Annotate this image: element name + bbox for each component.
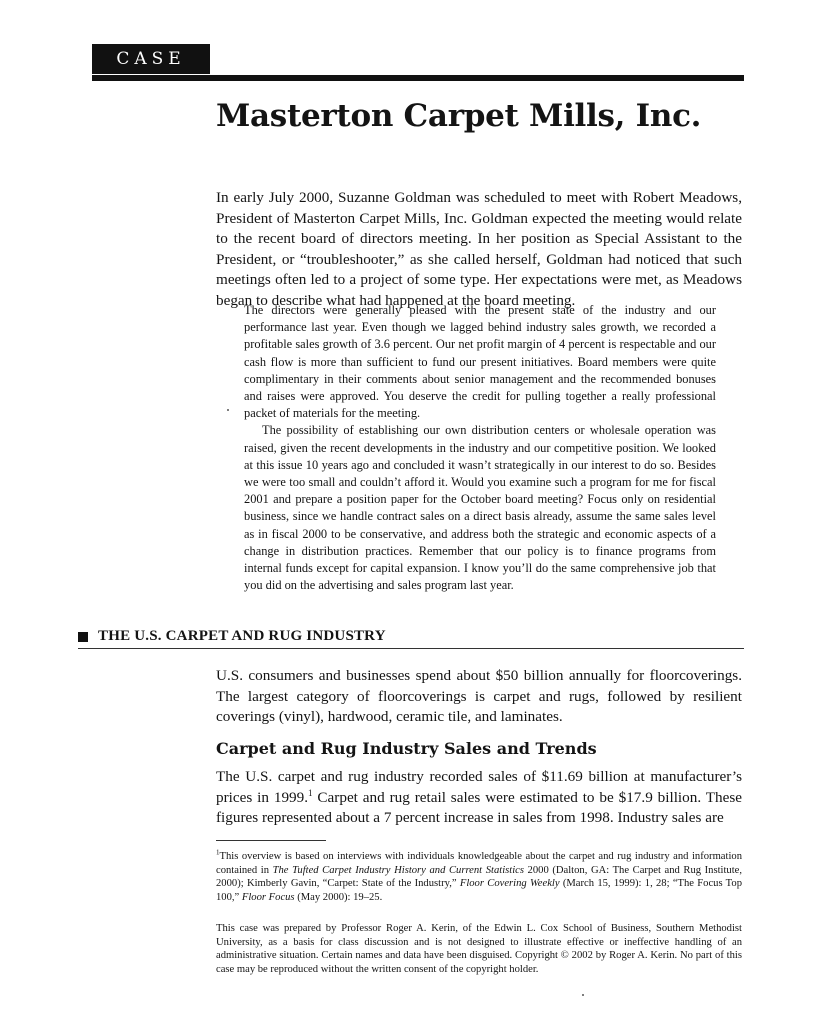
scan-speck xyxy=(582,994,584,996)
footnote-text-c: (March 15, 1999): 1, 28; “The Focus Top 100,” xyxy=(216,878,742,903)
copyright-note: This case was prepared by Professor Roger A. Kerin, of the Edwin L. Cox School of Business, Southern Methodist University, as a basis for class discussion and is not designed to illustrate effective or ineffective handling of an administrative situation. Certain names and data have been disguised. Copyright © 2002 by Roger A. Kerin. No part of this case may be reproduced without the written consent of the copyright holder. xyxy=(216,923,742,975)
subsection-heading: Carpet and Rug Industry Sales and Trends xyxy=(216,739,597,758)
section-heading-text: THE U.S. CARPET AND RUG INDUSTRY xyxy=(98,628,386,644)
section-heading xyxy=(78,628,744,649)
industry-paragraph: U.S. consumers and businesses spend about $50 billion annually for floorcoverings. The largest category of floorcoverings is carpet and rugs, followed by resilient coverings (vinyl), hardwood, ceramic tile, and laminates. xyxy=(216,667,742,725)
case-label: CASE xyxy=(92,44,210,74)
footnote-rule xyxy=(216,840,326,841)
footnote-reference: 1 xyxy=(308,787,313,798)
sales-paragraph xyxy=(216,767,742,829)
footnote-journal-2: Floor Focus xyxy=(241,891,295,903)
meadows-quote xyxy=(244,302,716,594)
footnote-source-title: The Tufted Carpet Industry History and Current Statistics xyxy=(272,864,524,876)
quote-paragraph-2: The possibility of establishing our own distribution centers or wholesale operation was raised, given the recent developments in the industry and our competitive position. We looked at this issue 10 years ago and concluded it wasn’t strategically in our interest to do so. Besides we were too small and couldn’t afford it. Would you examine such a program for me for fiscal 2001 and prepare a position paper for the October board meeting? Focus only on residential business, since we handle contract sales on a direct basis already, assume the same sales level as in fiscal 2000 to be conservative, and address both the strategic and economic aspects of a change in distribution practices. Remember that our policy is to finance programs from internal funds except for capital expansion. I know you’ll do the same comprehensive job that you did on the advertising and sales program last year. xyxy=(244,423,716,593)
footnote xyxy=(216,850,742,904)
section-bullet-icon xyxy=(78,632,88,642)
intro-paragraph: In early July 2000, Suzanne Goldman was scheduled to meet with Robert Meadows, President of Masterton Carpet Mills, Inc. Goldman expected the meeting would relate to the recent board of directors meeting. In her position as Special Assistant to the President, or “troubleshooter,” as she called herself, Goldman had noticed that such meetings often led to a project of some type. Her expectations were met, as Meadows began to describe what had happened at the board meeting. xyxy=(216,189,742,309)
footnote-text-a: This overview is based on interviews with individuals knowledgeable about the carpet and rug industry and information contained in xyxy=(216,851,742,876)
footnote-marker: 1 xyxy=(216,848,220,857)
footnote-journal-1: Floor Covering Weekly xyxy=(459,878,560,890)
footnote-text-d: (May 2000): 19–25. xyxy=(294,891,383,903)
quote-paragraph-1: The directors were generally pleased with the present state of the industry and our performance last year. Even though we lagged behind industry sales growth, we recorded a profitable sales growth of 3.6 percent. Our net profit margin of 4 percent is respectable and our cash flow is more than sufficient to fund our present initiatives. Board members were quite complimentary in their comments about senior management and the recommended bonuses and raises were approved. You deserve the credit for pulling together a really professional packet of materials for the meeting. xyxy=(244,303,716,421)
sales-text-a: The U.S. carpet and rug industry recorded sales of $11.69 billion at manufacturer’s prices in 1999. xyxy=(216,768,742,806)
case-title: Masterton Carpet Mills, Inc. xyxy=(216,98,702,134)
header-rule xyxy=(92,75,744,81)
footnote-text-b: 2000 (Dalton, GA: The Carpet and Rug Institute, 2000); Kimberly Gavin, “Carpet: State of the Industry,” xyxy=(216,864,742,890)
sales-text-b: Carpet and rug retail sales were estimated to be $17.9 billion. These figures represented about a 7 percent increase in sales from 1998. Industry sales are xyxy=(216,788,742,826)
scan-speck xyxy=(227,409,229,411)
